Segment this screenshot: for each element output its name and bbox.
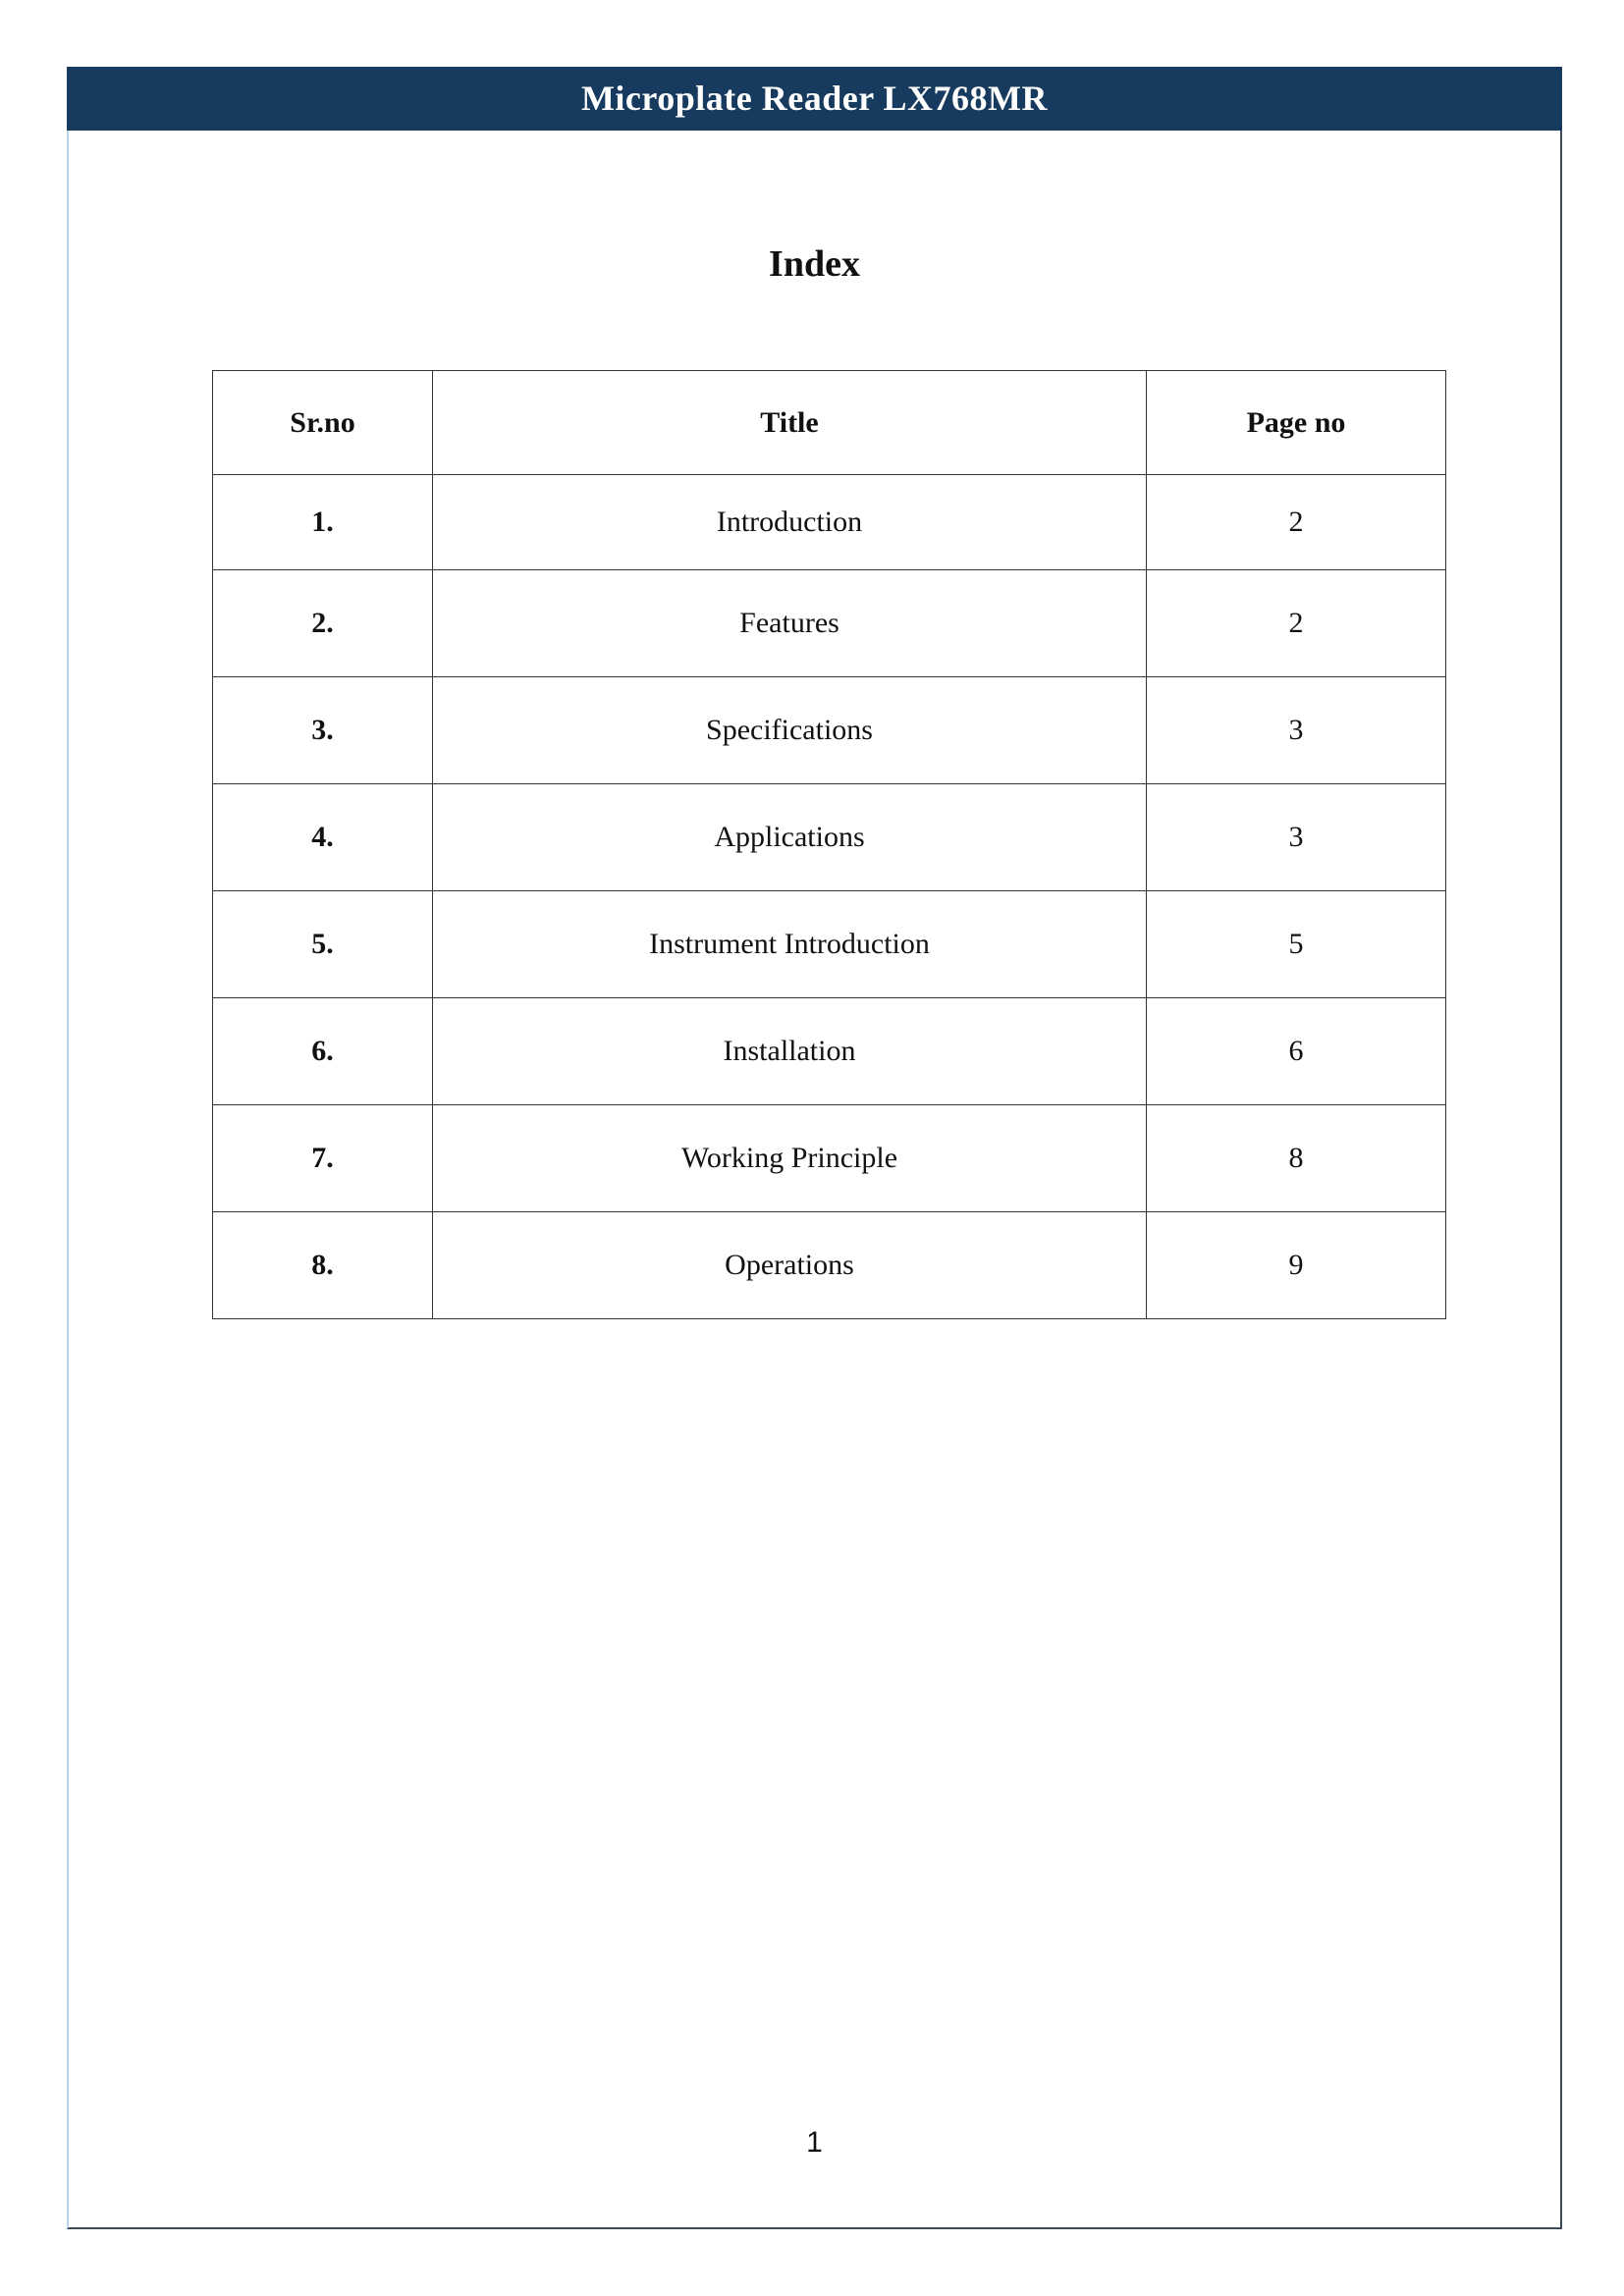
row-page-no: 5 (1147, 891, 1446, 998)
column-header-page-no: Page no (1147, 371, 1446, 475)
row-title: Installation (433, 998, 1147, 1105)
row-page-no: 8 (1147, 1105, 1446, 1212)
index-heading: Index (769, 243, 860, 285)
column-header-title: Title (433, 371, 1147, 475)
table-row (213, 891, 1446, 998)
row-page-no: 3 (1147, 784, 1446, 891)
row-sr-no: 3. (213, 677, 433, 784)
row-title: Features (433, 570, 1147, 677)
table-row (213, 784, 1446, 891)
column-header-sr-no: Sr.no (213, 371, 433, 475)
row-title: Working Principle (433, 1105, 1147, 1212)
row-sr-no: 8. (213, 1212, 433, 1319)
row-sr-no: 5. (213, 891, 433, 998)
table-row (213, 475, 1446, 570)
row-title: Specifications (433, 677, 1147, 784)
row-title: Applications (433, 784, 1147, 891)
table-row (213, 1105, 1446, 1212)
document-header (67, 67, 1562, 131)
row-title: Operations (433, 1212, 1147, 1319)
row-page-no: 2 (1147, 475, 1446, 570)
index-table (212, 370, 1446, 1319)
row-page-no: 9 (1147, 1212, 1446, 1319)
row-page-no: 2 (1147, 570, 1446, 677)
row-sr-no: 4. (213, 784, 433, 891)
row-sr-no: 6. (213, 998, 433, 1105)
page-number: 1 (806, 2126, 823, 2159)
row-page-no: 6 (1147, 998, 1446, 1105)
table-row (213, 677, 1446, 784)
table-row (213, 1212, 1446, 1319)
row-page-no: 3 (1147, 677, 1446, 784)
row-title: Introduction (433, 475, 1147, 570)
table-row (213, 998, 1446, 1105)
document-title: Microplate Reader LX768MR (580, 79, 1049, 118)
table-header-row (213, 371, 1446, 475)
row-sr-no: 2. (213, 570, 433, 677)
table-row (213, 570, 1446, 677)
row-sr-no: 7. (213, 1105, 433, 1212)
row-sr-no: 1. (213, 475, 433, 570)
row-title: Instrument Introduction (433, 891, 1147, 998)
